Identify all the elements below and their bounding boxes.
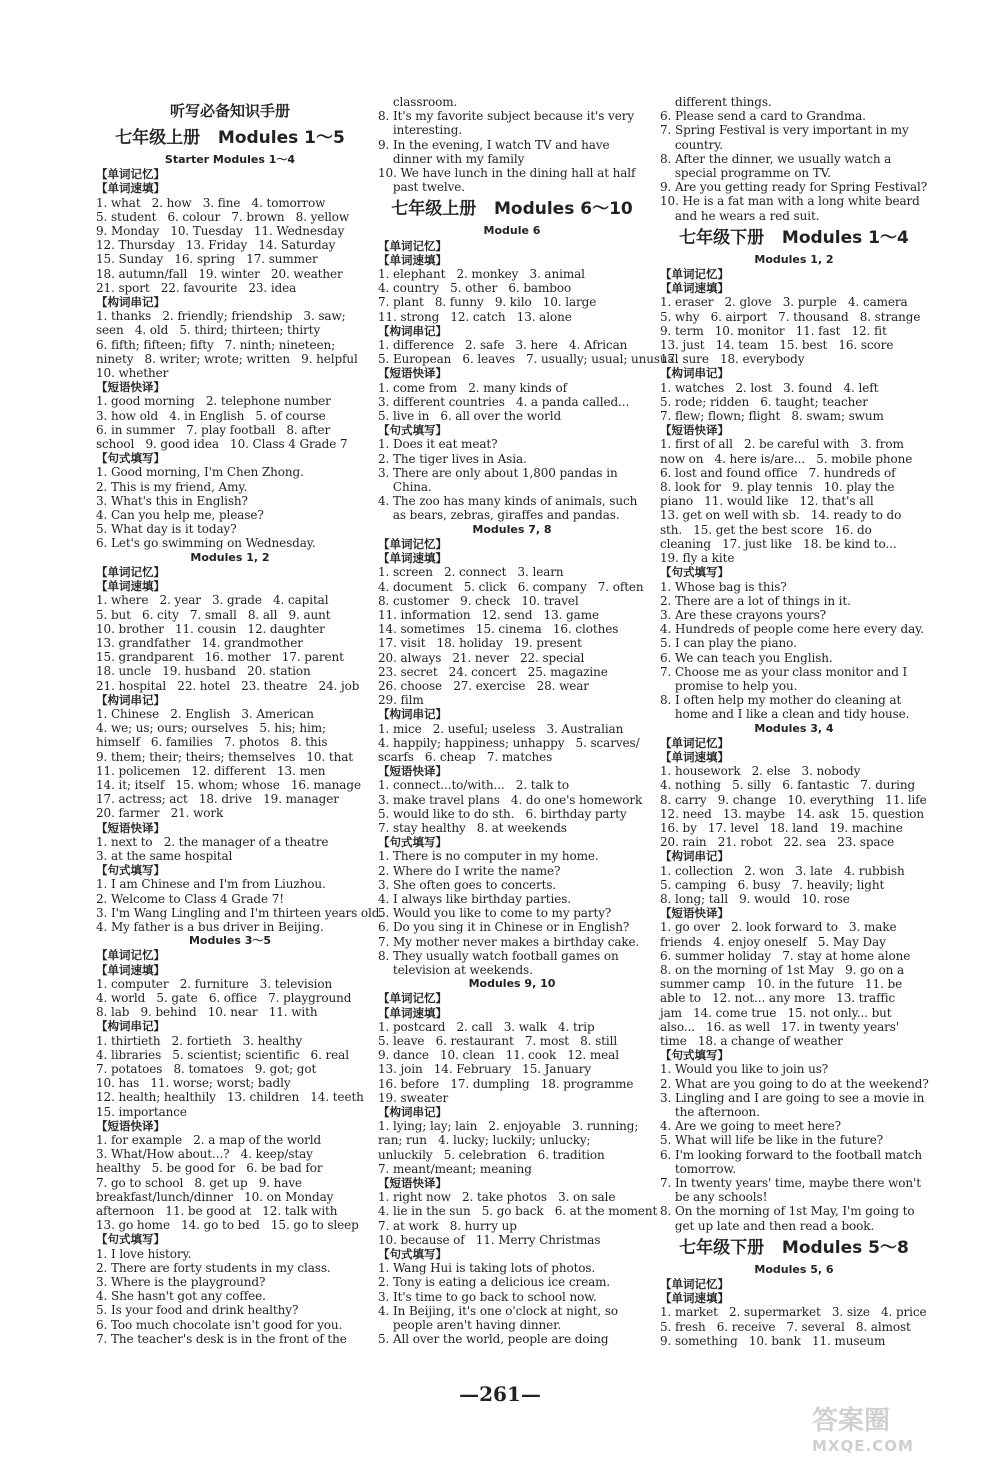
section-label: 【短语快译】: [660, 423, 729, 438]
text-line: 12. need 13. maybe 14. ask 15. question: [660, 806, 925, 821]
text-line: 4. document 5. click 6. company 7. often: [378, 579, 644, 594]
unit-heading: 七年级下册 Modules 1～4: [679, 227, 909, 248]
text-line: healthy 5. be good for 6. be bad for: [96, 1161, 323, 1176]
text-line: afternoon 11. be good at 12. talk with: [96, 1204, 338, 1219]
section-label: 【句式填写】: [378, 1247, 447, 1262]
text-line: 3. different countries 4. a panda called...: [378, 394, 630, 409]
section-label: 【单词速填】: [660, 749, 729, 764]
text-line: the afternoon.: [660, 1105, 760, 1120]
text-line: ran; run 4. lucky; luckily; unlucky;: [378, 1133, 591, 1148]
section-label: 【构词串记】: [96, 692, 165, 707]
section-label: 【单词记忆】: [96, 564, 165, 579]
text-line: 15. Sunday 16. spring 17. summer: [96, 252, 318, 267]
text-line: different things.: [660, 95, 772, 109]
text-line: 10. has 11. worse; worst; badly: [96, 1076, 291, 1091]
text-line: 4. She hasn't got any coffee.: [96, 1289, 266, 1304]
text-line: 6. in summer 7. play football 8. after: [96, 422, 331, 437]
section-label: 【短语快译】: [660, 906, 729, 921]
text-line: China.: [378, 480, 432, 495]
text-line: 3. Lingling and I are going to see a movie in: [660, 1090, 925, 1105]
text-line: 21. sport 22. favourite 23. idea: [96, 280, 297, 295]
text-line: 5. rode; ridden 6. taught; teacher: [660, 394, 868, 409]
text-line: himself 6. families 7. photos 8. this: [96, 735, 328, 750]
text-line: 15. grandparent 16. mother 17. parent: [96, 650, 344, 665]
text-line: 5. live in 6. all over the world: [378, 409, 562, 424]
section-label: 【构词串记】: [660, 849, 729, 864]
text-line: 4. happily; happiness; unhappy 5. scarves/: [378, 735, 640, 750]
text-line: 3. She often goes to concerts.: [378, 877, 557, 892]
text-line: 1. thanks 2. friendly; friendship 3. saw;: [96, 309, 346, 324]
section-label: 【构词串记】: [378, 707, 447, 722]
text-line: 4. The zoo has many kinds of animals, such: [378, 494, 638, 509]
text-line: time 18. a change of weather: [660, 1034, 843, 1048]
text-line: 8. I often help my mother do cleaning at: [660, 693, 902, 708]
text-line: 9. Monday 10. Tuesday 11. Wednesday: [96, 224, 345, 239]
section-label: 【单词记忆】: [378, 536, 447, 551]
text-line: 1. lying; lay; lain 2. enjoyable 3. running;: [378, 1119, 639, 1134]
module-heading: Modules 9, 10: [468, 977, 556, 991]
text-line: 10. brother 11. cousin 12. daughter: [96, 621, 325, 636]
text-line: 7. Spring Festival is very important in my: [660, 123, 909, 138]
text-line: 6. We can teach you English.: [660, 650, 833, 665]
text-line: 23. secret 24. concert 25. magazine: [378, 664, 608, 679]
text-line: 10. He is a fat man with a long white beard: [660, 194, 920, 209]
text-line: 1. collection 2. won 3. late 4. rubbish: [660, 863, 905, 878]
text-line: 10. because of 11. Merry Christmas: [378, 1232, 601, 1247]
section-label: 【单词记忆】: [378, 238, 447, 253]
text-line: 1. first of all 2. be careful with 3. from: [660, 437, 904, 452]
text-line: friends 4. enjoy oneself 5. May Day: [660, 934, 886, 949]
section-label: 【单词记忆】: [378, 991, 447, 1006]
text-line: 5. I can play the piano.: [660, 636, 797, 651]
text-line: 13. go home 14. go to bed 15. go to sleep: [96, 1218, 359, 1233]
text-line: 20. farmer 21. work: [96, 806, 224, 821]
text-line: 1. go over 2. look forward to 3. make: [660, 920, 897, 935]
text-line: 7. Choose me as your class monitor and I: [660, 664, 908, 679]
text-line: 7. The teacher's desk is in the front of the: [96, 1331, 347, 1346]
text-line: 17. visit 18. holiday 19. present: [378, 636, 582, 651]
text-line: 8. carry 9. change 10. everything 11. life: [660, 792, 927, 807]
text-line: 8. customer 9. check 10. travel: [378, 593, 579, 608]
section-label: 【单词速填】: [96, 181, 165, 196]
text-line: 21. hospital 22. hotel 23. theatre 24. job: [96, 678, 360, 693]
watermark-logo: [812, 1400, 982, 1462]
text-line: 13. join 14. February 15. January: [378, 1062, 592, 1077]
text-line: 4. I always like birthday parties.: [378, 891, 571, 906]
text-line: able to 12. not... any more 13. traffic: [660, 991, 896, 1006]
text-line: 2. Tony is eating a delicious ice cream.: [378, 1275, 611, 1290]
text-line: also... 16. as well 17. in twenty years': [660, 1019, 900, 1034]
text-line: 13. grandfather 14. grandmother: [96, 635, 303, 650]
text-line: 9. them; their; theirs; themselves 10. that: [96, 749, 354, 764]
section-label: 【构词串记】: [96, 1019, 165, 1034]
text-line: special programme on TV.: [660, 166, 831, 181]
text-line: 4. country 5. other 6. bamboo: [378, 281, 572, 296]
text-line: 3. What's this in English?: [96, 493, 248, 508]
section-label: 【单词记忆】: [96, 167, 165, 182]
section-label: 【单词速填】: [378, 1005, 447, 1020]
text-line: 1. right now 2. take photos 3. on sale: [378, 1190, 616, 1205]
text-line: 3. It's time to go back to school now.: [378, 1289, 597, 1304]
text-line: 10. We have lunch in the dining hall at half: [378, 166, 636, 181]
text-line: 3. at the same hospital: [96, 848, 233, 863]
section-label: 【短语快译】: [96, 820, 165, 835]
text-line: 3. make travel plans 4. do one's homework: [378, 792, 643, 807]
section-label: 【句式填写】: [378, 835, 447, 850]
text-line: 9. In the evening, I watch TV and have: [378, 137, 610, 152]
text-line: 7. flew; flown; flight 8. swam; swum: [660, 409, 884, 424]
text-line: 8. After the dinner, we usually watch a: [660, 151, 892, 166]
unit-heading: 七年级上册 Modules 1～5: [115, 128, 345, 148]
text-line: 6. Do you sing it in Chinese or in English?: [378, 920, 630, 935]
section-label: 【短语快译】: [96, 1118, 165, 1133]
text-line: now on 4. here is/are... 5. mobile phone: [660, 451, 913, 466]
text-line: 7. go to school 8. get up 9. have: [96, 1175, 303, 1190]
text-line: 3. I'm Wang Lingling and I'm thirteen years old.: [96, 905, 384, 920]
text-line: 8. lab 9. behind 10. near 11. with: [96, 1005, 318, 1020]
text-line: promise to help you.: [660, 678, 798, 693]
text-line: 4. Hundreds of people come here every day.: [660, 622, 924, 637]
text-line: 1. watches 2. lost 3. found 4. left: [660, 380, 879, 395]
text-line: 6. Too much chocolate isn't good for you.: [96, 1317, 343, 1332]
text-line: 26. choose 27. exercise 28. wear: [378, 678, 589, 693]
text-line: 1. mice 2. useful; useless 3. Australian: [378, 721, 624, 736]
section-label: 【短语快译】: [378, 366, 447, 381]
text-line: ninety 8. writer; wrote; written 9. helpful: [96, 351, 358, 366]
text-line: 12. Thursday 13. Friday 14. Saturday: [96, 238, 336, 253]
text-line: home and I like a clean and tidy house.: [660, 707, 910, 722]
section-label: 【单词速填】: [378, 551, 447, 566]
text-line: 2. There are a lot of things in it.: [660, 593, 851, 608]
text-line: 4. Are we going to meet here?: [660, 1119, 842, 1134]
text-line: classroom.: [378, 95, 458, 109]
unit-heading: 七年级上册 Modules 6～10: [391, 199, 633, 220]
section-label: 【短语快译】: [96, 380, 165, 395]
section-label: 【构词串记】: [660, 366, 729, 381]
text-line: 1. for example 2. a map of the world: [96, 1133, 322, 1148]
text-line: 11. information 12. send 13. game: [378, 607, 599, 622]
text-line: 5. All over the world, people are doing: [378, 1332, 609, 1347]
text-line: television at weekends.: [378, 962, 533, 977]
section-label: 【构词串记】: [96, 295, 165, 310]
module-heading: Starter Modules 1～4: [164, 153, 296, 166]
text-line: 7. potatoes 8. tomatoes 9. got; got: [96, 1062, 317, 1076]
text-line: 3. There are only about 1,800 pandas in: [378, 465, 618, 480]
section-label: 【单词速填】: [660, 281, 729, 296]
text-line: 1. I am Chinese and I'm from Liuzhou.: [96, 877, 326, 892]
section-label: 【句式填写】: [96, 451, 165, 466]
text-line: 6. fifth; fifteen; fifty 7. ninth; nineteen;: [96, 337, 336, 352]
section-label: 【单词速填】: [96, 579, 165, 594]
text-line: 8. look for 9. play tennis 10. play the: [660, 480, 895, 495]
text-line: 5. Would you like to come to my party?: [378, 906, 612, 921]
section-label: 【单词速填】: [378, 252, 447, 267]
text-line: 1. housework 2. else 3. nobody: [660, 764, 861, 779]
text-line: 9. Are you getting ready for Spring Festival?: [660, 180, 928, 195]
text-line: 8. on the morning of 1st May 9. go on a: [660, 962, 905, 977]
text-line: 19. sweater: [378, 1090, 449, 1105]
text-line: 18. autumn/fall 19. winter 20. weather: [96, 266, 343, 281]
text-line: and he wears a red suit.: [660, 208, 820, 223]
text-line: as bears, zebras, giraffes and pandas.: [378, 508, 620, 523]
text-line: 2. There are forty students in my class.: [96, 1260, 331, 1275]
text-line: 5. but 6. city 7. small 8. all 9. aunt: [96, 607, 331, 622]
column-left: [96, 95, 384, 1346]
text-line: 9. dance 10. clean 11. cook 12. meal: [378, 1048, 619, 1063]
text-line: 3. Where is the playground?: [96, 1275, 266, 1290]
text-line: 8. On the morning of 1st May, I'm going to: [660, 1204, 915, 1219]
text-line: 8. They usually watch football games on: [378, 948, 619, 963]
text-line: 1. Good morning, I'm Chen Zhong.: [96, 465, 304, 480]
text-line: 17. actress; act 18. drive 19. manager: [96, 792, 339, 807]
text-line: 3. What/How about...? 4. keep/stay: [96, 1147, 313, 1162]
text-line: 7. My mother never makes a birthday cake.: [378, 934, 640, 949]
text-line: 6. lost and found office 7. hundreds of: [660, 465, 896, 480]
text-line: 5. What day is it today?: [96, 522, 237, 537]
text-line: 1. good morning 2. telephone number: [96, 394, 331, 409]
text-line: 1. There is no computer in my home.: [378, 849, 599, 864]
text-line: 12. health; healthily 13. children 14. teeth: [96, 1090, 364, 1105]
section-label: 【构词串记】: [378, 323, 447, 338]
text-line: 13. just 14. team 15. best 16. score: [660, 338, 894, 353]
text-line: unluckily 5. celebration 6. tradition: [378, 1147, 605, 1162]
text-line: 5. camping 6. busy 7. heavily; light: [660, 877, 885, 892]
column-right: [660, 95, 928, 1348]
text-line: 1. I love history.: [96, 1246, 192, 1261]
text-line: 8. It's my favorite subject because it's very: [378, 109, 635, 124]
text-line: 19. fly a kite: [660, 551, 735, 566]
text-line: 16. before 17. dumpling 18. programme: [378, 1076, 634, 1091]
page-number: —261—: [459, 1382, 541, 1406]
text-line: 1. elephant 2. monkey 3. animal: [378, 267, 585, 282]
section-label: 【单词记忆】: [660, 267, 729, 282]
text-line: be any schools!: [660, 1190, 768, 1205]
text-line: people aren't having dinner.: [378, 1318, 562, 1333]
text-line: 4. world 5. gate 6. office 7. playground: [96, 990, 352, 1005]
unit-heading: 七年级下册 Modules 5～8: [679, 1237, 909, 1258]
text-line: 14. it; itself 15. whom; whose 16. manage: [96, 777, 361, 792]
text-line: 5. student 6. colour 7. brown 8. yellow: [96, 209, 350, 224]
text-line: breakfast/lunch/dinner 10. on Monday: [96, 1189, 334, 1204]
text-line: 9. something 10. bank 11. museum: [660, 1333, 886, 1348]
module-heading: Modules 5, 6: [754, 1262, 834, 1276]
text-line: country.: [660, 137, 724, 152]
text-line: 20. always 21. never 22. special: [378, 650, 585, 665]
text-line: 13. get on well with sb. 14. ready to do: [660, 508, 902, 523]
text-line: 4. we; us; ours; ourselves 5. his; him;: [96, 721, 326, 736]
text-line: 9. term 10. monitor 11. fast 12. fit: [660, 323, 887, 338]
text-line: 4. libraries 5. scientist; scientific 6. real: [96, 1047, 349, 1062]
text-line: dinner with my family: [378, 151, 525, 166]
text-line: 2. Welcome to Class 4 Grade 7!: [96, 891, 284, 906]
text-line: 6. Please send a card to Grandma.: [660, 109, 866, 124]
section-label: 【短语快译】: [378, 764, 447, 779]
text-line: interesting.: [378, 123, 463, 138]
text-line: 29. film: [378, 693, 424, 708]
text-line: 7. plant 8. funny 9. kilo 10. large: [378, 295, 597, 310]
section-label: 【句式填写】: [660, 1048, 729, 1063]
text-line: piano 11. would like 12. that's all: [660, 494, 874, 509]
text-line: 5. fresh 6. receive 7. several 8. almost: [660, 1319, 911, 1334]
text-line: 3. how old 4. in English 5. of course: [96, 408, 326, 423]
text-line: 4. nothing 5. silly 6. fantastic 7. during: [660, 778, 916, 793]
section-label: 【单词速填】: [660, 1291, 729, 1306]
text-line: school 9. good idea 10. Class 4 Grade 7: [96, 437, 348, 452]
text-line: 11. policemen 12. different 13. men: [96, 763, 326, 778]
text-line: 1. connect...to/with... 2. talk to: [378, 778, 570, 793]
text-line: scarfs 6. cheap 7. matches: [378, 749, 553, 764]
text-line: jam 14. come true 15. not only... but: [660, 1005, 892, 1020]
text-line: 1. come from 2. many kinds of: [378, 380, 567, 395]
text-line: get up late and then read a book.: [660, 1218, 875, 1233]
section-label: 【单词记忆】: [660, 1277, 729, 1292]
text-line: 4. Can you help me, please?: [96, 508, 264, 523]
text-line: 2. This is my friend, Amy.: [96, 479, 248, 494]
text-line: 4. My father is a bus driver in Beijing.: [96, 919, 324, 934]
section-label: 【短语快译】: [378, 1176, 447, 1191]
section-label: 【句式填写】: [660, 565, 729, 580]
text-line: sth. 15. get the best score 16. do: [660, 522, 872, 537]
text-line: 1. thirtieth 2. fortieth 3. healthy: [96, 1033, 303, 1048]
text-line: 1. what 2. how 3. fine 4. tomorrow: [96, 195, 326, 210]
text-line: 7. stay healthy 8. at weekends: [378, 820, 567, 835]
text-line: 5. why 6. airport 7. thousand 8. strange: [660, 309, 921, 324]
text-line: 1. screen 2. connect 3. learn: [378, 565, 564, 580]
text-line: 6. summer holiday 7. stay at home alone: [660, 948, 911, 963]
text-line: 11. strong 12. catch 13. alone: [378, 309, 572, 324]
section-label: 【构词串记】: [378, 1105, 447, 1120]
watermark-url: MXQE.COM: [812, 1437, 914, 1455]
text-line: 2. What are you going to do at the weekend?: [660, 1076, 929, 1091]
section-label: 【句式填写】: [378, 423, 447, 438]
text-line: 2. The tiger lives in Asia.: [378, 451, 527, 466]
text-line: 3. Are these crayons yours?: [660, 607, 826, 622]
module-heading: Modules 3～5: [188, 934, 272, 948]
text-line: past twelve.: [378, 180, 466, 195]
text-line: 1. Would you like to join us?: [660, 1062, 829, 1077]
text-line: 5. What will life be like in the future?: [660, 1133, 884, 1148]
text-line: 10. whether: [96, 366, 169, 381]
text-line: 2. Where do I write the name?: [378, 863, 561, 878]
section-label: 【单词速填】: [96, 962, 165, 977]
text-line: seen 4. old 5. third; thirteen; thirty: [96, 323, 321, 338]
text-line: 1. Does it eat meat?: [378, 437, 498, 452]
text-line: 1. difference 2. safe 3. here 4. African: [378, 338, 628, 353]
text-line: 8. long; tall 9. would 10. rose: [660, 891, 850, 906]
text-line: 6. Let's go swimming on Wednesday.: [96, 536, 316, 551]
doc-title: 听写必备知识手册: [169, 102, 290, 120]
module-heading: Modules 7, 8: [472, 522, 552, 536]
text-line: 1. postcard 2. call 3. walk 4. trip: [378, 1019, 595, 1034]
text-line: 1. next to 2. the manager of a theatre: [96, 834, 329, 849]
text-line: cleaning 17. just like 18. be kind to...: [660, 536, 897, 551]
text-line: tomorrow.: [660, 1161, 736, 1176]
text-line: 1. Whose bag is this?: [660, 579, 787, 594]
text-line: 16. by 17. level 18. land 19. machine: [660, 820, 903, 835]
text-line: 7. In twenty years' time, maybe there won't: [660, 1176, 921, 1191]
text-line: 1. Chinese 2. English 3. American: [96, 706, 314, 721]
text-line: summer camp 10. in the future 11. be: [660, 977, 903, 992]
text-line: 5. Is your food and drink healthy?: [96, 1303, 299, 1318]
text-line: 18. uncle 19. husband 20. station: [96, 664, 311, 679]
section-label: 【句式填写】: [96, 863, 165, 878]
text-line: 5. leave 6. restaurant 7. most 8. still: [378, 1034, 618, 1048]
module-heading: Modules 3, 4: [754, 721, 834, 735]
module-heading: Module 6: [483, 224, 541, 238]
section-label: 【句式填写】: [96, 1232, 165, 1247]
text-line: 5. would like to do sth. 6. birthday party: [378, 806, 627, 821]
text-line: 7. meant/meant; meaning: [378, 1161, 532, 1176]
text-line: 4. lie in the sun 5. go back 6. at the moment: [378, 1204, 658, 1219]
text-line: 14. sometimes 15. cinema 16. clothes: [378, 622, 619, 637]
text-line: 1. Wang Hui is taking lots of photos.: [378, 1261, 596, 1276]
text-line: 17. sure 18. everybody: [660, 352, 805, 367]
text-line: 1. market 2. supermarket 3. size 4. price: [660, 1305, 927, 1320]
text-line: 1. where 2. year 3. grade 4. capital: [96, 593, 329, 608]
text-line: 6. I'm looking forward to the football match: [660, 1147, 922, 1162]
text-line: 1. computer 2. furniture 3. television: [96, 976, 333, 991]
text-line: 5. European 6. leaves 7. usually; usual; unusual: [378, 352, 679, 367]
text-line: 1. eraser 2. glove 3. purple 4. camera: [660, 295, 908, 310]
section-label: 【单词记忆】: [96, 948, 165, 963]
section-label: 【单词记忆】: [660, 735, 729, 750]
module-heading: Modules 1, 2: [190, 550, 270, 564]
watermark-text: 答案圈: [812, 1406, 891, 1436]
text-line: 15. importance: [96, 1104, 187, 1119]
text-line: 20. rain 21. robot 22. sea 23. space: [660, 835, 895, 850]
module-heading: Modules 1, 2: [754, 252, 834, 266]
text-line: 7. at work 8. hurry up: [378, 1218, 517, 1233]
text-line: 4. In Beijing, it's one o'clock at night, so: [378, 1303, 619, 1318]
column-middle: [378, 95, 679, 1347]
